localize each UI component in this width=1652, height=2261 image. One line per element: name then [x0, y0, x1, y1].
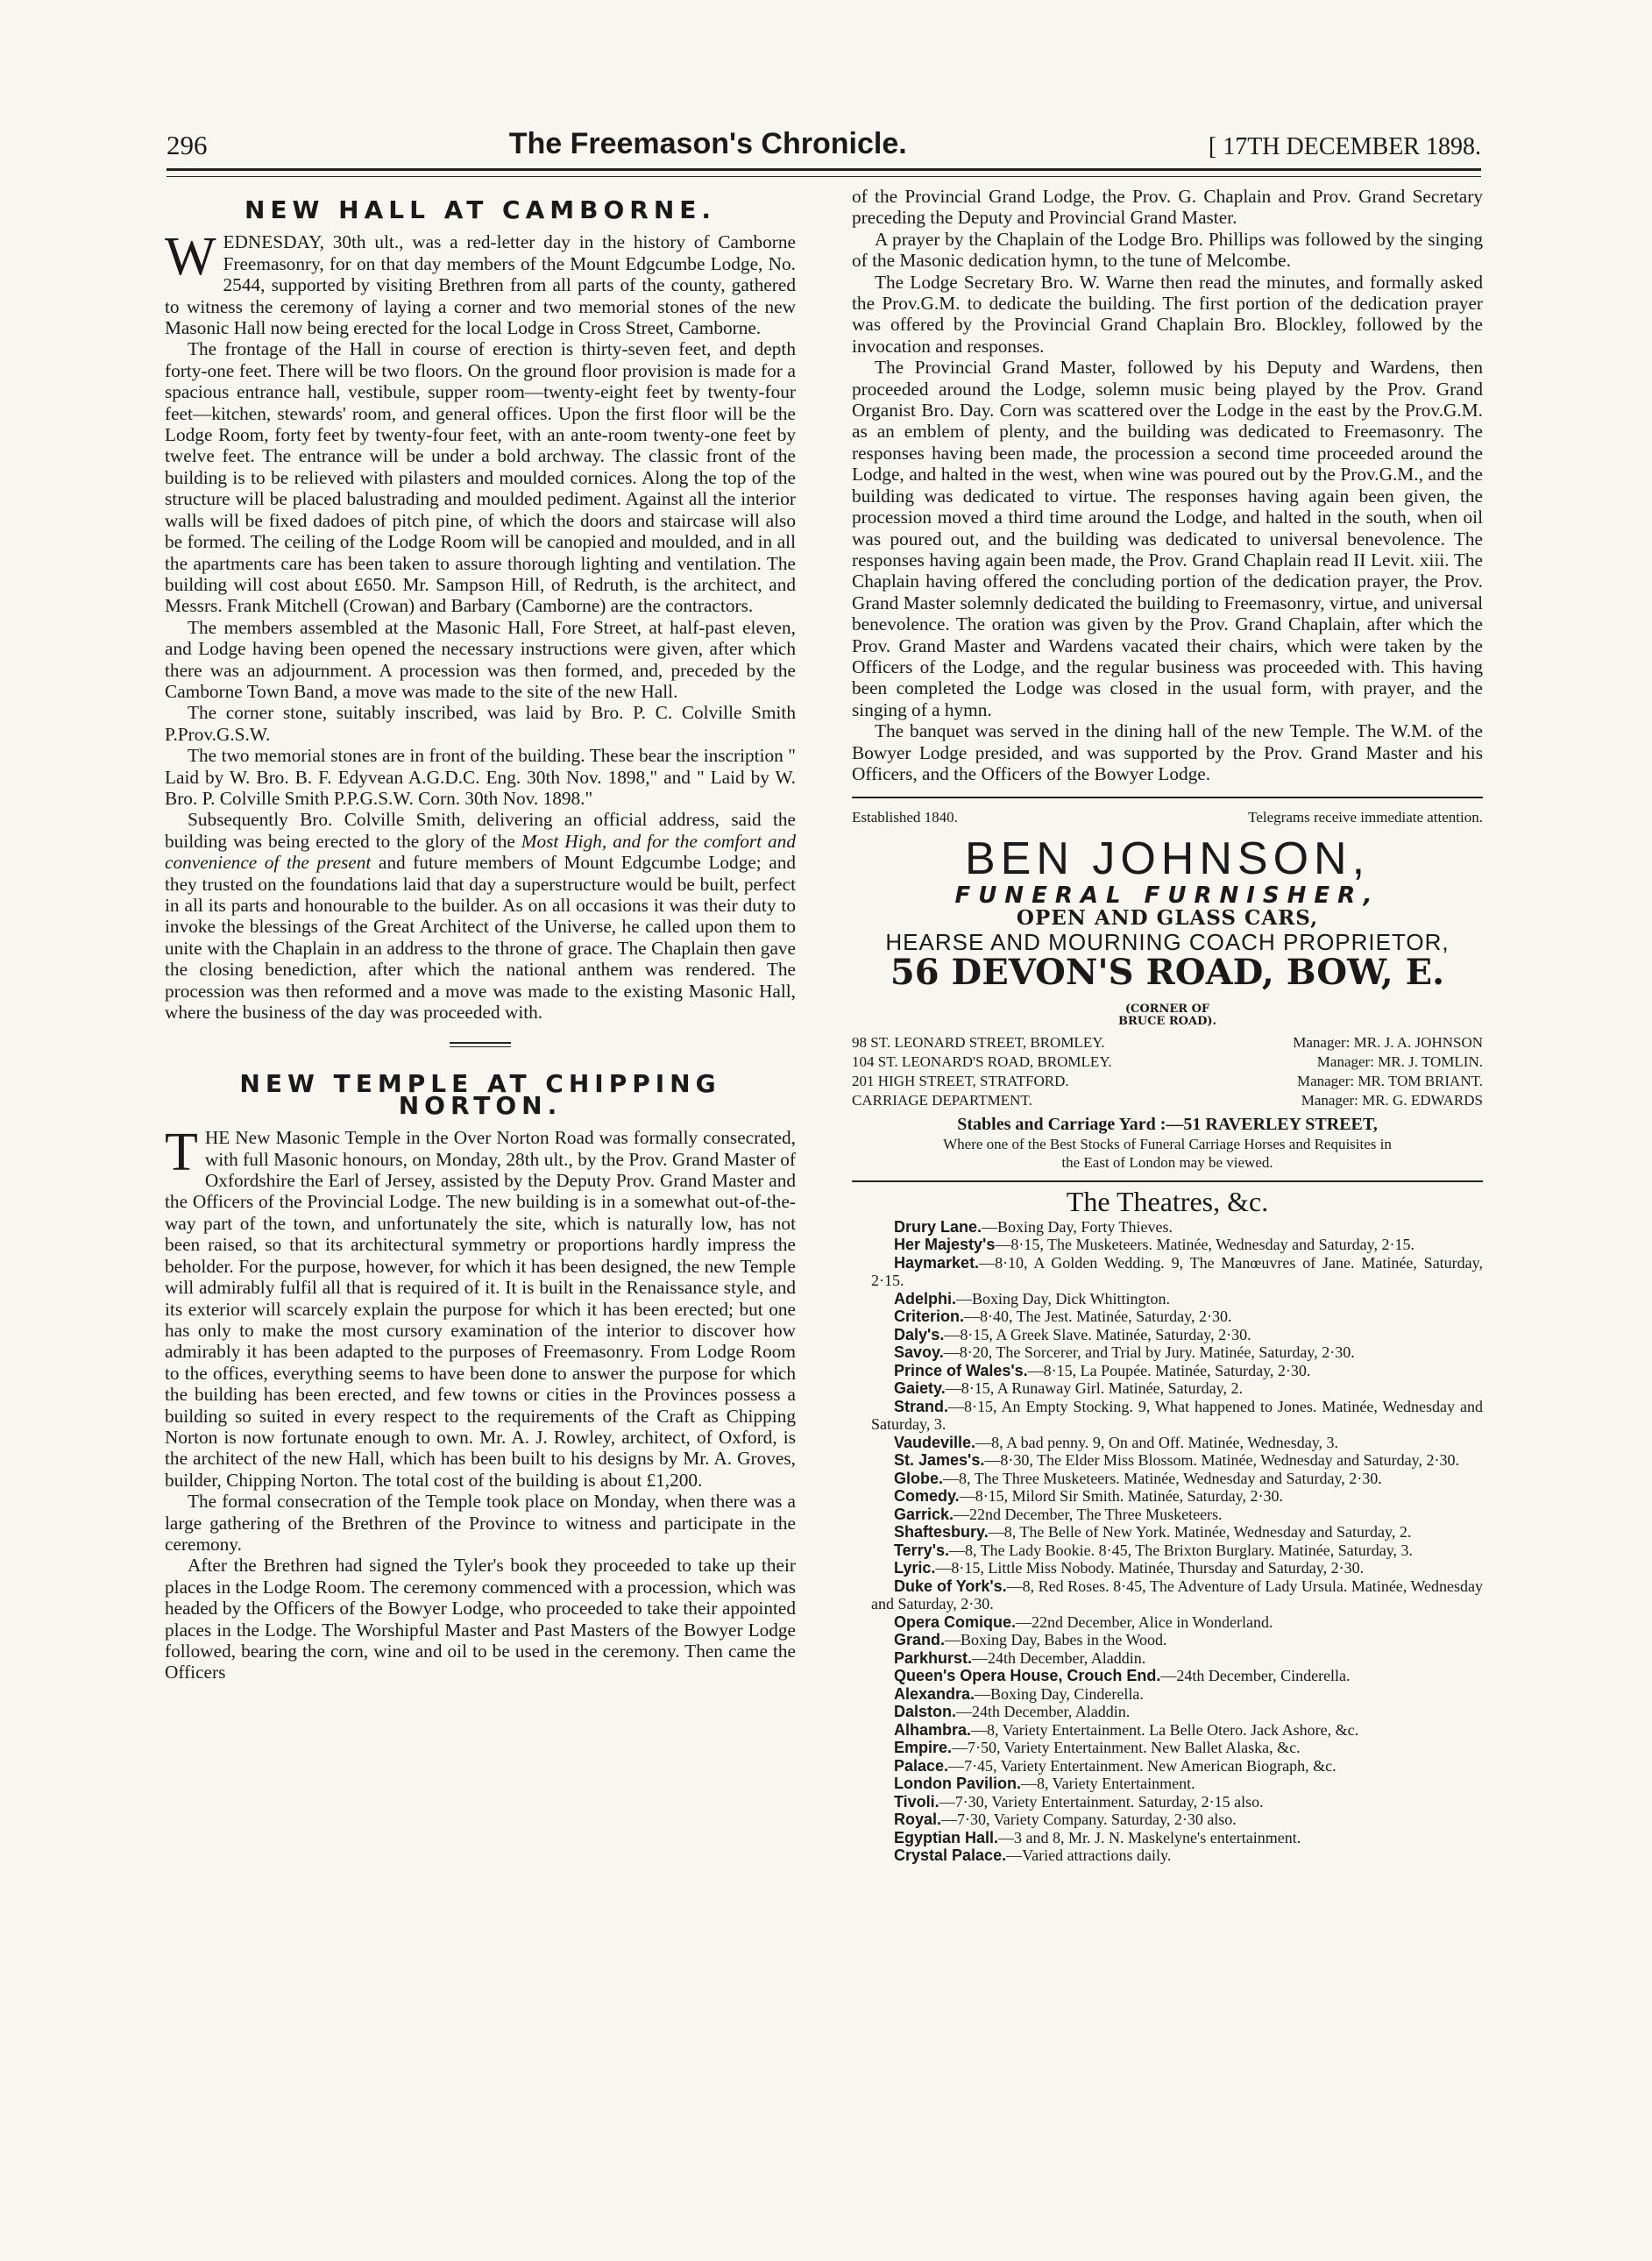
- camborne-paragraph: The two memorial stones are in front of the building. These bear the inscription " Laid by W. Bro. B. F. Edyvean A.G.D.C. Eng. 30th Nov. 1898," and " Laid by W. Bro. P. Colville Smith P.P.G.S.W. Corn. 30th Nov. 1898.": [165, 745, 796, 809]
- ad-bottom-rule: [852, 1180, 1483, 1182]
- ad-telegrams: Telegrams receive immediate attention.: [1248, 809, 1483, 826]
- theatre-entry: Tivoli.—7·30, Variety Entertainment. Saturday, 2·15 also.: [894, 1792, 1264, 1811]
- theatre-entry: Empire.—7·50, Variety Entertainment. New Ballet Alaska, &c.: [894, 1739, 1301, 1757]
- theatre-entry: Alexandra.—Boxing Day, Cinderella.: [894, 1684, 1144, 1703]
- chipping-paragraph: THE New Masonic Temple in the Over Norton Road was formally consecrated, with full Masonic honours, on Monday, 28th ult., by the Prov. Grand Master of Oxfordshire the Earl of Jersey, assisted by the Deputy Prov. Grand Master and the Officers of the Provincial Lodge. The new building is in a somewhat out-of-the-way part of the town, and unfortunately the site, which is naturally low, has not been raised, so that its architectural symmetry or proportions hardly impress the beholder. For the purpose, however, for which it has been designed, the new Temple will admirably fulfil all that is required of it. It is built in the Renaissance style, and its exterior will scarcely explain the purpose for which it has been erected; but one has only to make the most cursory examination of the interior to discover how admirably it has been adapted to the purposes of Freemasonry. From Lodge Room to the offices, everything seems to have been done to answer the purpose for which the building has been erected, and few towns or cities in the Provinces possess a building so suited in every respect to the requirements of the Craft as Chipping Norton is now fortunate enough to own. Mr. A. J. Rowley, architect, of Oxford, is the architect of the new Hall, which has been built to his designs by Mr. A. Groves, builder, Chipping Norton. The total cost of the building is about £1,200.: [165, 1123, 796, 1491]
- theatre-entry: Duke of York's.—8, Red Roses. 8·45, The Adventure of Lady Ursula. Matinée, Wednesday and Saturday, 2·30.: [871, 1577, 1483, 1613]
- ad-topline: [852, 807, 1483, 828]
- branch-row: 104 ST. LEONARD'S ROAD, BROMLEY. Manager: MR. J. TOMLIN.: [852, 1053, 1483, 1070]
- theatre-entry: Opera Comique.—22nd December, Alice in Wonderland.: [894, 1612, 1273, 1631]
- camborne-paragraph: Subsequently Bro. Colville Smith, delivering an official address, said the building was being erected to the glory of the Most High, and for the comfort and convenience of the present and future members of Mount Edgcumbe Lodge; and they trusted on the foundations laid that day a superstructure would be built, perfect in all its parts and honourable to the builder. As on all occasions it was their duty to invoke the blessings of the Great Architect of the Universe, he called upon them to unite with the Chaplain in an address to the throne of grace. The Chaplain then gave the closing benediction, after which the national anthem was rendered. The procession was then reformed and a move was made to the existing Masonic Hall, where the business of the day was proceeded with.: [165, 809, 797, 1024]
- theatre-entry: Terry's.—8, The Lady Bookie. 8·45, The Brixton Burglary. Matinée, Saturday, 3.: [894, 1541, 1414, 1559]
- theatres-list: [852, 1218, 1483, 1865]
- theatre-entry: Adelphi.—Boxing Day, Dick Whittington.: [894, 1289, 1170, 1308]
- theatre-entry: Royal.—7·30, Variety Company. Saturday, 2·30 also.: [894, 1811, 1237, 1829]
- camborne-paragraph: The members assembled at the Masonic Hall, Fore Street, at half-past eleven, and Lodge having been opened the necessary instructions were given, after which there was an adjournment. A procession was then formed, and, preceded by the Camborne Town Band, a move was made to the site of the new Hall.: [165, 616, 796, 702]
- theatre-entry: Daly's.—8·15, A Greek Slave. Matinée, Saturday, 2·30.: [894, 1325, 1251, 1343]
- theatres-heading: The Theatres, &c.: [1066, 1186, 1269, 1218]
- ad-stables: Stables and Carriage Yard :—51 RAVERLEY STREET,: [957, 1115, 1378, 1134]
- ad-established: Established 1840.: [852, 809, 958, 826]
- page-number: 296: [167, 130, 208, 160]
- theatre-entry: Crystal Palace.—Varied attractions daily.: [894, 1846, 1172, 1865]
- branch-row: 201 HIGH STREET, STRATFORD. Manager: MR. TOM BRIANT.: [852, 1073, 1483, 1089]
- drop-cap: T: [165, 1123, 198, 1183]
- theatre-entry: Her Majesty's—8·15, The Musketeers. Matinée, Wednesday and Saturday, 2·15.: [894, 1236, 1414, 1254]
- branch-row: 98 ST. LEONARD STREET, BROMLEY. Manager: MR. J. A. JOHNSON: [852, 1034, 1483, 1051]
- theatre-entry: Drury Lane.—Boxing Day, Forty Thieves.: [894, 1217, 1173, 1236]
- ad-note-line: Where one of the Best Stocks of Funeral Carriage Horses and Requisites in: [943, 1136, 1392, 1153]
- chipping-paragraph: The Lodge Secretary Bro. W. Warne then read the minutes, and formally asked the Prov.G.M. to dedicate the building. The first portion of the dedication prayer was offered by the Provincial Grand Chaplain Bro. Blockley, followed by the invocation and responses.: [852, 271, 1483, 357]
- theatre-entry: Grand.—Boxing Day, Babes in the Wood.: [894, 1631, 1167, 1649]
- ad-branches: [852, 1033, 1483, 1110]
- drop-cap: W: [165, 227, 216, 287]
- ad-trade: FUNERAL FURNISHER,: [954, 882, 1380, 909]
- theatre-entry: Criterion.—8·40, The Jest. Matinée, Saturday, 2·30.: [894, 1308, 1232, 1326]
- section-divider: [450, 1042, 511, 1047]
- ad-hearse-line: HEARSE AND MOURNING COACH PROPRIETOR,: [885, 928, 1450, 955]
- theatre-entry: Palace.—7·45, Variety Entertainment. New American Biograph, &c.: [894, 1756, 1336, 1775]
- chipping-norton-headline: NEW TEMPLE AT CHIPPING NORTON.: [239, 1069, 721, 1120]
- theatre-entry: St. James's.—8·30, The Elder Miss Blossom. Matinée, Wednesday and Saturday, 2·30.: [894, 1451, 1459, 1470]
- camborne-paragraph: The frontage of the Hall in course of erection is thirty-seven feet, and depth forty-one feet. There will be two floors. On the ground floor provision is made for a spacious entrance hall, vestibule, supper room—twenty-eight feet by twenty-four feet—kitchen, stewards' room, and general offices. Upon the first floor will be the Lodge Room, forty feet by twenty-four feet, with an ante-room twenty-one feet by twelve feet. The entrance will be under a bold archway. The classic front of the building is to be relieved with pilasters and moulded cornices. Along the top of the structure will be placed balustrading and moulded pediment. Against all the interior walls will be fixed dadoes of pitch pine, of which the doors and staircase will also be formed. The ceiling of the Lodge Room will be canopied and moulded, and in all the apartments care has been taken to assure thorough lighting and ventilation. The building will cost about £650. Mr. Sampson Hill, of Redruth, is the architect, and Messrs. Frank Mitchell (Crowan) and Barbary (Camborne) are the contractors.: [165, 338, 796, 617]
- header-rule: [167, 168, 1481, 177]
- issue-date: [ 17TH DECEMBER 1898.: [1208, 133, 1481, 160]
- publication-title: The Freemason's Chronicle.: [508, 127, 907, 160]
- theatre-entry: Dalston.—24th December, Aladdin.: [894, 1703, 1131, 1721]
- masthead: [167, 123, 1481, 161]
- theatre-entry: Comedy.—8·15, Milord Sir Smith. Matinée, Saturday, 2·30.: [894, 1487, 1283, 1506]
- ad-main-address: 56 DEVON'S ROAD, BOW, E. (CORNER OF BRUCE ROAD).: [890, 952, 1445, 1028]
- theatre-entry: Haymarket.—8·10, A Golden Wedding. 9, The Manœuvres of Jane. Matinée, Saturday, 2·15.: [871, 1253, 1483, 1290]
- branch-row: CARRIAGE DEPARTMENT. Manager: MR. G. EDWARDS: [852, 1092, 1483, 1109]
- chipping-paragraph: A prayer by the Chaplain of the Lodge Bro. Phillips was followed by the singing of the Masonic dedication hymn, to the tune of Melcombe.: [852, 228, 1483, 272]
- theatre-entry: Garrick.—22nd December, The Three Musketeers.: [894, 1505, 1223, 1523]
- camborne-paragraph: The corner stone, suitably inscribed, was laid by Bro. P. C. Colville Smith P.Prov.G.S.W.: [165, 702, 796, 745]
- theatre-entry: Shaftesbury.—8, The Belle of New York. Matinée, Wednesday and Saturday, 2.: [894, 1523, 1412, 1542]
- theatre-entry: Gaiety.—8·15, A Runaway Girl. Matinée, Saturday, 2.: [894, 1379, 1243, 1398]
- ad-business-name: BEN JOHNSON,: [964, 833, 1371, 884]
- camborne-headline: NEW HALL AT CAMBORNE.: [244, 195, 717, 224]
- theatre-entry: London Pavilion.—8, Variety Entertainment.: [894, 1775, 1195, 1793]
- ad-cars: OPEN AND GLASS CARS,: [1016, 906, 1319, 931]
- chipping-paragraph: The Provincial Grand Master, followed by his Deputy and Wardens, then proceeded around the Lodge, solemn music being played by the Prov. Grand Organist Bro. Day. Corn was scattered over the Lodge in the east by the Prov.G.M. as an emblem of plenty, and the building was dedicated to Freemasonry. The responses having been made, the procession a second time proceeded around the Lodge, and halted in the west, when wine was poured out by the Prov.G.M., and the building was dedicated to virtue. The responses having again been given, the procession moved a third time around the Lodge, and halted in the south, when oil was poured out, and the building was dedicated to universal benevolence. The responses having again been made, the Prov. Grand Chaplain read II Levit. xiii. The Chaplain having offered the concluding portion of the dedication prayer, the Prov. Grand Master solemnly dedicated the building to Freemasonry, virtue, and universal benevolence. The oration was given by the Prov. Grand Chaplain, after which the Prov. Grand Master and Wardens vacated their chairs, which were taken by the Officers of the Lodge, and the regular business was proceeded with. This having been completed the Lodge was closed in the usual form, with prayer, and the singing of a hymn.: [852, 357, 1483, 720]
- theatre-entry: Parkhurst.—24th December, Aladdin.: [894, 1648, 1146, 1667]
- funeral-advertisement: [852, 797, 1483, 1182]
- theatre-entry: Savoy.—8·20, The Sorcerer, and Trial by Jury. Matinée, Saturday, 2·30.: [894, 1343, 1355, 1362]
- camborne-paragraph: WEDNESDAY, 30th ult., was a red-letter day in the history of Camborne Freemasonry, for on that day members of the Mount Edgcumbe Lodge, No. 2544, supported by visiting Brethren from all parts of the county, gathered to witness the ceremony of laying a corner and two memorial stones of the new Masonic Hall now being erected for the local Lodge in Cross Street, Camborne.: [165, 227, 796, 339]
- theatre-entry: Alhambra.—8, Variety Entertainment. La Belle Otero. Jack Ashore, &c.: [894, 1720, 1359, 1739]
- chipping-paragraph: of the Provincial Grand Lodge, the Prov. G. Chaplain and Prov. Grand Secretary preceding the Deputy and Provincial Grand Master.: [852, 186, 1483, 229]
- theatre-entry: Vaudeville.—8, A bad penny. 9, On and Off. Matinée, Wednesday, 3.: [894, 1433, 1339, 1451]
- chipping-paragraph: After the Brethren had signed the Tyler's book they proceeded to take up their places in the Lodge Room. The ceremony commenced with a procession, which was headed by the Officers of the Bowyer Lodge, who proceeded to take their appointed places in the Lodge. The Worshipful Master and Past Masters of the Bowyer Lodge followed, bearing the corn, wine and oil to be used in the ceremony. Then came the Officers: [165, 1555, 796, 1683]
- left-column: [165, 186, 796, 1683]
- chipping-paragraph: The banquet was served in the dining hall of the new Temple. The W.M. of the Bowyer Lodge presided, and was supported by the Prov. Grand Master and his Officers, and the Officers of the Bowyer Lodge.: [852, 720, 1483, 784]
- theatre-entry: Queen's Opera House, Crouch End.—24th December, Cinderella.: [894, 1667, 1351, 1685]
- theatre-entry: Globe.—8, The Three Musketeers. Matinée, Wednesday and Saturday, 2·30.: [894, 1469, 1382, 1487]
- theatre-entry: Strand.—8·15, An Empty Stocking. 9, What happened to Jones. Matinée, Wednesday and Saturday, 3.: [871, 1397, 1483, 1434]
- theatre-entry: Egyptian Hall.—3 and 8, Mr. J. N. Maskelyne's entertainment.: [894, 1828, 1301, 1846]
- right-column: [852, 186, 1483, 1865]
- chipping-paragraph: The formal consecration of the Temple took place on Monday, when there was a large gathering of the Brethren of the Province to witness and participate in the ceremony.: [165, 1491, 796, 1555]
- theatre-entry: Lyric.—8·15, Little Miss Nobody. Matinée, Thursday and Saturday, 2·30.: [894, 1559, 1365, 1577]
- theatre-entry: Prince of Wales's.—8·15, La Poupée. Matinée, Saturday, 2·30.: [894, 1361, 1311, 1379]
- ad-note-line: the East of London may be viewed.: [1061, 1154, 1273, 1172]
- ad-corner-note: (CORNER OF BRUCE ROAD).: [1117, 1003, 1217, 1028]
